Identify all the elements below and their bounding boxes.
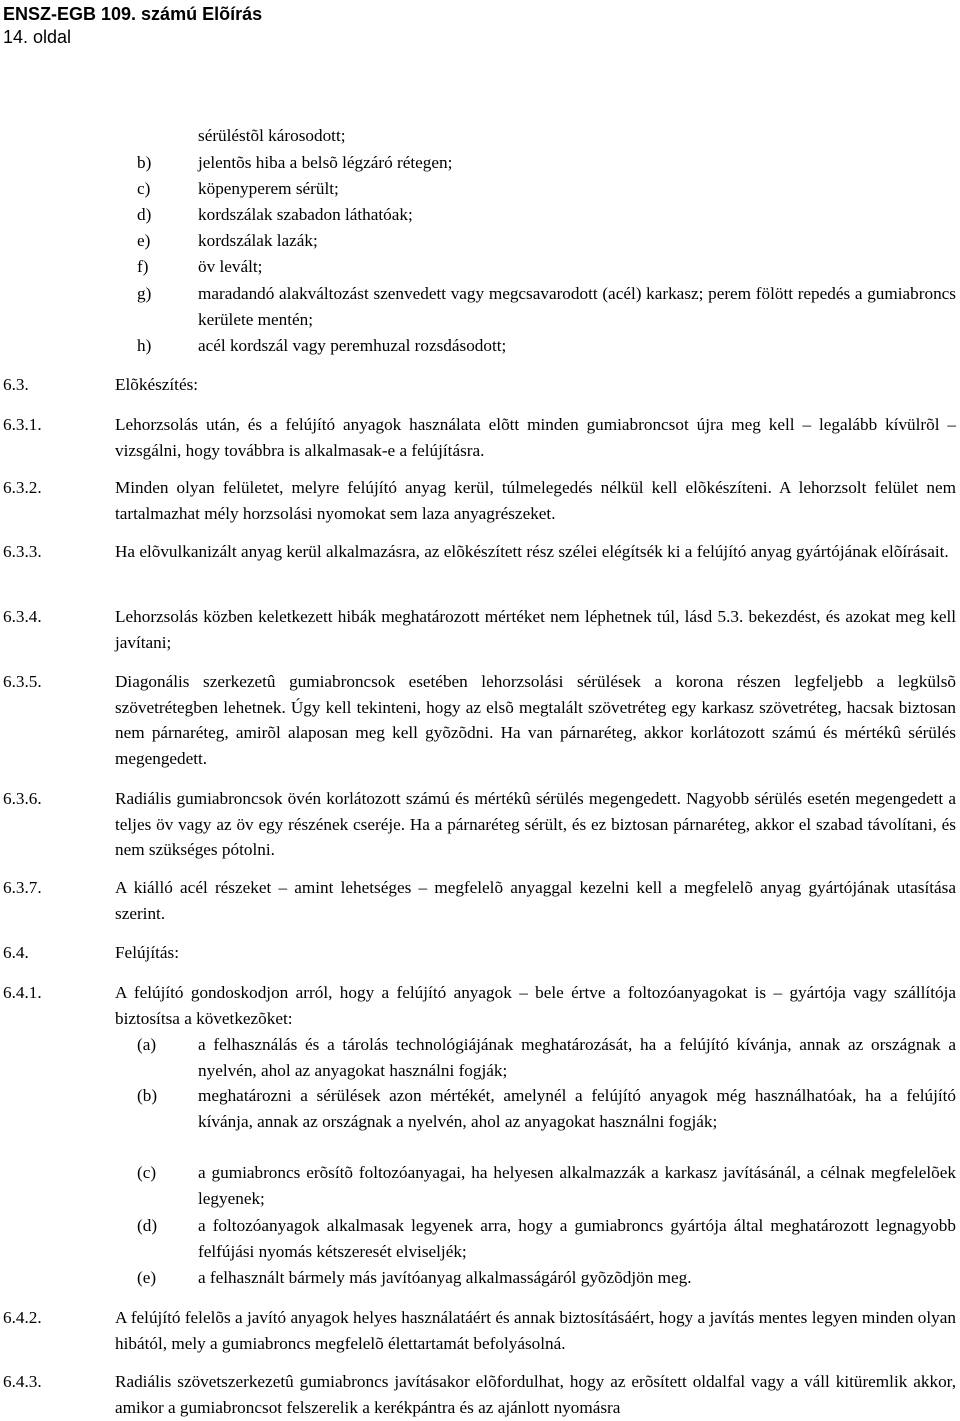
list-item-label: g) (137, 284, 152, 303)
page-number: 14. oldal (3, 27, 72, 47)
list-item-text: acél kordszál vagy peremhuzal rozsdásodott; (198, 336, 507, 355)
list-item-label: h) (137, 336, 152, 355)
list-item-text: a felhasználás és a tárolás technológiájának meghatározását, ha a felújító kívánja, annak az országnak a nyelvén, ahol az anyagokat használni fogják; (198, 1035, 956, 1080)
paragraph-text: A felújító felelõs a javító anyagok helyes használatáért és annak biztosításáért, hogy a javítás mentes legyen minden olyan hibától, mely a gumiabroncs megfelelõ élettartamát befolyásolná. (115, 1308, 956, 1353)
document-title: ENSZ-EGB 109. számú Elõírás (3, 4, 263, 24)
paragraph-number: 6.3.3. (3, 542, 42, 561)
paragraph-number: 6.3.7. (3, 878, 42, 897)
paragraph-text: Ha elõvulkanizált anyag kerül alkalmazásra, az elõkészített rész szélei elégítsék ki a felújító anyag gyártójának elõírásait. (115, 542, 949, 561)
list-item-text: maradandó alakváltozást szenvedett vagy megcsavarodott (acél) karkasz; perem fölött repedés a gumiabroncs kerülete mentén; (198, 284, 956, 329)
section-title: Felújítás: (115, 943, 179, 962)
paragraph-text: Lehorzsolás után, és a felújító anyagok használata elõtt minden gumiabroncsot újra meg kell – legalább kívülrõl – vizsgálni, hogy továbbra is alkalmasak-e a felújításra. (115, 415, 956, 460)
list-intro-continuation: sérüléstõl károsodott; (198, 126, 346, 145)
list-item-label: e) (137, 231, 151, 250)
list-item-label: c) (137, 179, 151, 198)
list-item-text: jelentõs hiba a belsõ légzáró rétegen; (198, 153, 453, 172)
section-number: 6.4. (3, 943, 29, 962)
list-item-label: (d) (137, 1216, 158, 1235)
list-item-text: öv levált; (198, 257, 263, 276)
list-item-text: a felhasznált bármely más javítóanyag alkalmasságáról gyõzõdjön meg. (198, 1268, 692, 1287)
paragraph-text: A kiálló acél részeket – amint lehetséges – megfelelõ anyaggal kezelni kell a megfelelõ anyag gyártójának utasítása szerint. (115, 878, 956, 923)
list-item-text: köpenyperem sérült; (198, 179, 339, 198)
list-item-text: a foltozóanyagok alkalmasak legyenek arra, hogy a gumiabroncs gyártója által meghatározott legnagyobb felfújási nyomás kétszeresét elviseljék; (198, 1216, 956, 1261)
paragraph-number: 6.3.4. (3, 607, 42, 626)
paragraph-text: A felújító gondoskodjon arról, hogy a felújító anyagok – bele értve a foltozóanyagokat is – gyártója vagy szállítója biztosítsa a következõket: (115, 983, 956, 1028)
paragraph-text: Minden olyan felületet, melyre felújító anyag kerül, túlmelegedés nélkül kell elõkészíteni. A lehorzsolt felület nem tartalmazhat mély horzsolási nyomokat sem laza anyagrészeket. (115, 478, 956, 523)
paragraph-number: 6.4.1. (3, 983, 42, 1002)
list-item-text: kordszálak szabadon láthatóak; (198, 205, 413, 224)
list-item-label: d) (137, 205, 152, 224)
paragraph-text: Radiális szövetszerkezetû gumiabroncs javításakor elõfordulhat, hogy az erõsített oldalfal vagy a váll kitüremlik akkor, amikor a gumiabroncsot felszerelik a kerékpántra és az ajánlott nyomásra (115, 1372, 956, 1417)
list-item-text: a gumiabroncs erõsítõ foltozóanyagai, ha helyesen alkalmazzák a karkasz javításánál, a célnak megfelelõek legyenek; (198, 1163, 956, 1208)
paragraph-text: Lehorzsolás közben keletkezett hibák meghatározott mértéket nem léphetnek túl, lásd 5.3. bekezdést, és azokat meg kell javítani; (115, 607, 956, 652)
list-item-label: (a) (137, 1035, 157, 1054)
list-item-label: (b) (137, 1086, 158, 1105)
paragraph-number: 6.3.2. (3, 478, 42, 497)
paragraph-number: 6.4.2. (3, 1308, 42, 1327)
paragraph-number: 6.3.5. (3, 672, 42, 691)
paragraph-number: 6.3.1. (3, 415, 42, 434)
paragraph-number: 6.3.6. (3, 789, 42, 808)
list-item-text: meghatározni a sérülések azon mértékét, amelynél a felújító anyagok még használhatóak, ha a felújító kívánja, annak az országnak a nyelvén, ahol az anyagokat használni fogják; (198, 1086, 956, 1131)
list-item-label: b) (137, 153, 152, 172)
paragraph-text: Diagonális szerkezetû gumiabroncsok esetében lehorzsolási sérülések a korona részen legfeljebb a legkülsõ szövetrétegben lehetnek. Úgy kell tekinteni, hogy az elsõ megtalált szövetréteg egy karkasz szövetréteg, hacsak biztosan nem párnaréteg, amirõl alaposan meg kell gyõzõdni. Ha van párnaréteg, akkor korlátozott számú és mértékû sérülés megengedett. (115, 672, 956, 768)
paragraph-number: 6.4.3. (3, 1372, 42, 1391)
paragraph-text: Radiális gumiabroncsok övén korlátozott számú és mértékû sérülés megengedett. Nagyobb sérülés esetén megengedett a teljes öv vagy az öv egy részének cseréje. Ha a párnaréteg sérült, és ez biztosan párnaréteg, akkor el szabad távolítani, és nem szükséges pótolni. (115, 789, 956, 859)
section-title: Elõkészítés: (115, 375, 199, 394)
section-number: 6.3. (3, 375, 29, 394)
list-item-label: (e) (137, 1268, 157, 1287)
list-item-label: f) (137, 257, 149, 276)
list-item-text: kordszálak lazák; (198, 231, 318, 250)
list-item-label: (c) (137, 1163, 157, 1182)
